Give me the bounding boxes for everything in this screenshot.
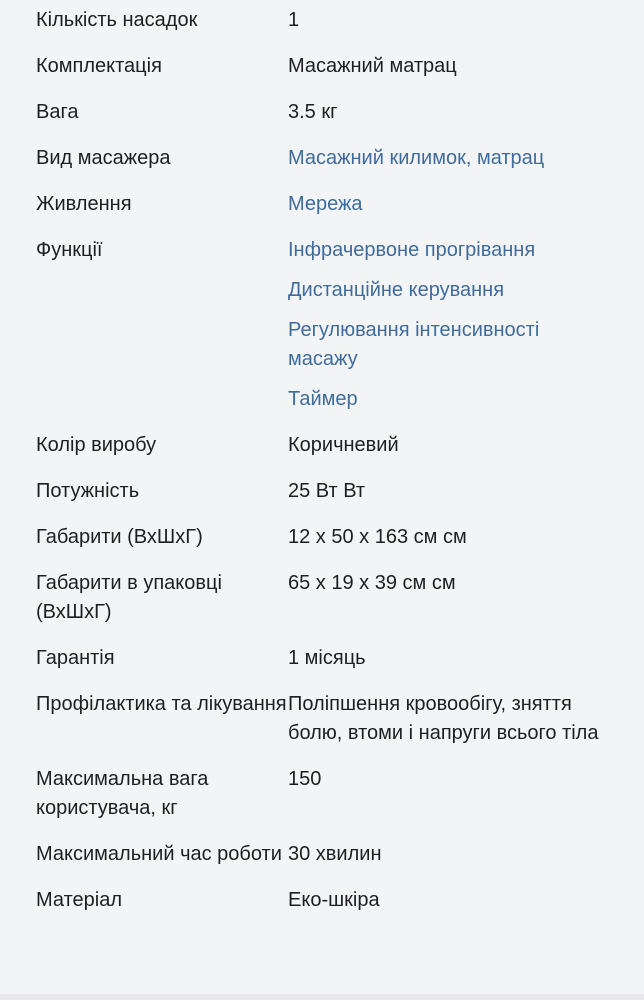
spec-name: Функції [36,239,103,261]
spec-name: Профілактика та лікування [36,693,287,715]
spec-values [288,431,644,460]
spec-name: Габарити (ВхШхГ) [36,526,203,548]
spec-value: Коричневий [288,434,399,456]
spec-value: Еко-шкіра [288,889,380,911]
spec-values [288,523,644,552]
spec-row [0,144,644,190]
spec-row [0,431,644,477]
spec-values [288,144,644,173]
spec-row [0,523,644,569]
spec-values [288,190,644,219]
spec-value: 65 x 19 x 39 см см [288,572,456,594]
spec-name: Живлення [36,193,132,215]
spec-value: 30 хвилин [288,843,382,865]
spec-value-link[interactable]: Регулювання інтенсивності масажу [288,319,540,370]
spec-value: 1 [288,9,300,31]
spec-name: Гарантія [36,647,115,669]
spec-row [0,690,644,765]
spec-values [288,98,644,127]
spec-row [0,765,644,840]
spec-row [0,236,644,431]
spec-values [288,569,644,598]
spec-values [288,690,644,748]
spec-value: Масажний матрац [288,55,457,77]
spec-value: 3.5 кг [288,101,338,123]
spec-row [0,569,644,644]
spec-values [288,236,644,414]
spec-value: Поліпшення кровообігу, зняття болю, втоми і напруги всього тіла [288,693,599,744]
spec-value-link[interactable]: Масажний килимок, матрац [288,147,545,169]
spec-row [0,477,644,523]
spec-values [288,6,644,35]
spec-values [288,765,644,794]
spec-value: 25 Вт Вт [288,480,366,502]
spec-value: 150 [288,768,322,790]
spec-row [0,644,644,690]
spec-name: Габарити в упаковці (ВхШхГ) [36,572,222,623]
spec-values [288,477,644,506]
spec-row [0,98,644,144]
spec-value-link[interactable]: Таймер [288,388,358,410]
spec-row [0,6,644,52]
spec-value: 1 місяць [288,647,366,669]
spec-values [288,644,644,673]
spec-name: Матеріал [36,889,122,911]
spec-name: Вага [36,101,79,123]
spec-value: 12 x 50 x 163 см см [288,526,467,548]
spec-values [288,52,644,81]
spec-row [0,886,644,932]
spec-row [0,840,644,886]
spec-row [0,190,644,236]
spec-values [288,840,644,869]
spec-value-link[interactable]: Дистанційне керування [288,279,505,301]
spec-name: Максимальний час роботи [36,843,282,865]
spec-name: Максимальна вага користувача, кг [36,768,209,819]
spec-name: Вид масажера [36,147,171,169]
spec-row [0,52,644,98]
spec-name: Колір виробу [36,434,157,456]
spec-values [288,886,644,915]
spec-name: Потужність [36,480,140,502]
spec-value-link[interactable]: Інфрачервоне прогрівання [288,239,536,261]
spec-value-link[interactable]: Мережа [288,193,363,215]
spec-name: Кількість насадок [36,9,198,31]
spec-name: Комплектація [36,55,162,77]
bottom-divider [0,994,644,1000]
